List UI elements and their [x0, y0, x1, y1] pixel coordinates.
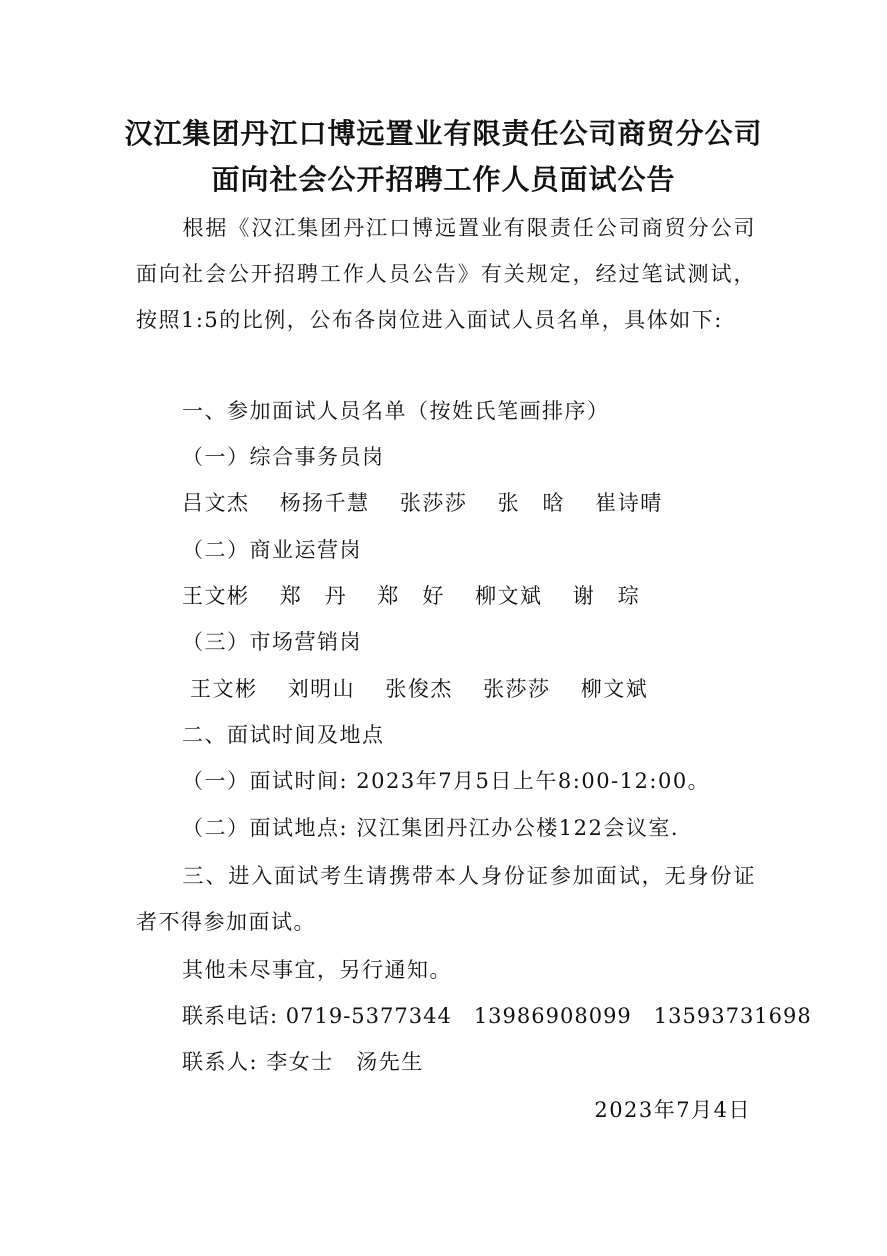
candidate-name: 张莎莎: [399, 491, 468, 515]
section3-text: 三、进入面试考生请携带本人身份证参加面试，无身份证者不得参加面试。: [136, 864, 756, 934]
interview-place: （二）面试地点: 汉江集团丹江办公楼122会议室.: [182, 816, 680, 840]
contact-phone: 联系电话: 0719-5377344 13986908099 13593731698: [182, 1004, 812, 1028]
candidate-name: 郑 丹: [279, 584, 348, 608]
issue-date: 2023年7月4日: [594, 1098, 751, 1122]
title-line-2: 面向社会公开招聘工作人员面试公告: [211, 163, 676, 196]
candidate-name: 柳文斌: [475, 584, 543, 608]
candidate-name: 谢 琮: [572, 584, 641, 608]
candidate-name: 张俊杰: [385, 677, 453, 701]
section2-heading: 二、面试时间及地点: [182, 723, 385, 747]
candidate-name: 王文彬: [190, 677, 258, 701]
post3-names: [190, 674, 670, 704]
candidate-name: 郑 好: [377, 584, 445, 608]
post1-names: [182, 488, 685, 518]
post2-names: [182, 581, 662, 611]
candidate-name: 张 晗: [497, 491, 566, 515]
contact-person: 联系人: 李女士 汤先生: [182, 1050, 424, 1074]
intro-text: 根据《汉江集团丹江口博远置业有限责任公司商贸分公司面向社会公开招聘工作人员公告》有关规定，经过笔试测试，按照1:5的比例，公布各岗位进入面试人员名单，具体如下:: [136, 216, 756, 332]
candidate-name: 杨扬千慧: [279, 491, 370, 515]
candidate-name: 张莎莎: [483, 677, 551, 701]
post3-heading: （三）市场营销岗: [182, 630, 362, 654]
other-notice: 其他未尽事宜，另行通知。: [182, 958, 452, 982]
interview-time: （一）面试时间: 2023年7月5日上午8:00-12:00。: [182, 769, 711, 793]
candidate-name: 吕文杰: [182, 491, 250, 515]
section3-paragraph: [136, 853, 756, 945]
post1-heading: （一）综合事务员岗: [182, 445, 385, 469]
candidate-name: 王文彬: [182, 584, 250, 608]
section1-heading: 一、参加面试人员名单（按姓氏笔画排序）: [182, 399, 610, 423]
candidate-name: 柳文斌: [580, 677, 649, 701]
intro-paragraph: [136, 205, 756, 343]
candidate-name: 崔诗晴: [595, 491, 663, 515]
title-line-1: 汉江集团丹江口博远置业有限责任公司商贸分公司: [124, 117, 763, 150]
candidate-name: 刘明山: [287, 677, 356, 701]
post2-heading: （二）商业运营岗: [182, 538, 362, 562]
